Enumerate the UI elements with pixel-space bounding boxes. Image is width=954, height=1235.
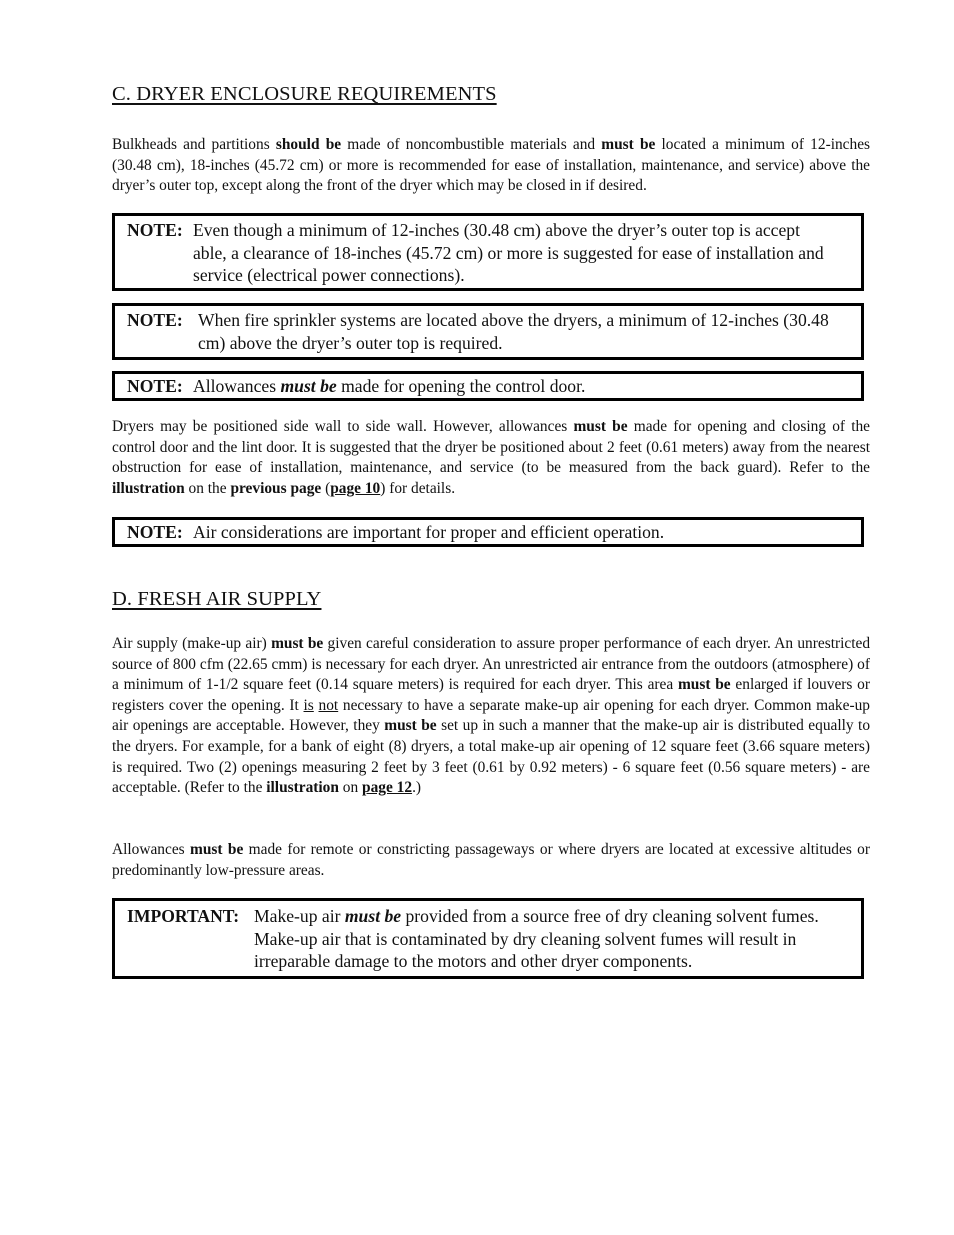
text-run: ( <box>321 479 331 497</box>
emphasis-previous-page: previous page <box>230 479 322 497</box>
emphasis-must-be: must be <box>344 906 402 926</box>
text-run: made for remote or constricting passageways or where dryers are located at excessive altitudes or predominantly low-pressure areas. <box>112 841 870 879</box>
text-run: made of noncombustible materials and <box>341 136 602 153</box>
emphasis-should-be: should be <box>275 136 342 153</box>
text-run: located a minimum of 12-inches (30.48 cm), 18-inches (45.72 cm) or more is recommended for ease of installation, maintenance, and service) above the dryer’s outer top, except along the front of the dryer which may be closed in if desired. <box>112 136 871 195</box>
note-text: Air considerations are important for proper and efficient operation. <box>193 522 665 542</box>
important-box-fumes <box>112 898 864 979</box>
important-text <box>254 905 847 973</box>
note-label: NOTE: <box>127 310 183 330</box>
emphasis-must-be: must be <box>280 376 337 396</box>
text-run: made for opening the control door. <box>336 376 586 396</box>
text-run: necessary to have a separate make-up air opening for each dryer. Common make-up air openings are acceptable. However, they <box>112 696 870 735</box>
text-run: Allowances <box>112 841 191 858</box>
text-run: on the <box>184 479 231 497</box>
note-box-sprinkler <box>112 303 864 360</box>
section-c-paragraph-1 <box>112 135 870 197</box>
emphasis-must-be: must be <box>271 635 324 652</box>
text-run: Make-up air <box>254 906 345 926</box>
note-box-clearance <box>112 213 864 291</box>
important-label: IMPORTANT: <box>127 906 240 926</box>
text-run: Allowances <box>193 376 281 396</box>
section-c-paragraph-2 <box>112 417 870 499</box>
emphasis-must-be: must be <box>190 841 244 858</box>
text-run: Bulkheads and partitions <box>112 136 276 153</box>
note-label: NOTE: <box>127 522 183 542</box>
text-run: enlarged if louvers or registers cover the opening. It <box>112 676 871 714</box>
emphasis-illustration: illustration <box>112 479 185 497</box>
text-run: given careful consideration to assure proper performance of each dryer. An unrestricted source of 800 cfm (22.65 cmm) is necessary for each dryer. An unrestricted air entrance from the outdoors (atmosphere) of a minimum of 1-1/2 square feet (0.14 square meters) is required for each dryer. This area <box>112 635 871 694</box>
emphasis-must-be: must be <box>573 418 628 435</box>
text-run: .) <box>412 779 422 797</box>
emphasis-must-be: must be <box>601 136 656 153</box>
section-d-paragraph-2 <box>112 840 870 881</box>
text-run: set up in such a manner that the make-up air is distributed equally to the dryers. For example, for a bank of eight (8) dryers, a total make-up air opening of 12 square feet (3.66 square meters) is required. Two (2) openings measuring 2 feet by 3 feet (0.61 by 0.92 meters) - 6 square feet (0.56 square meters) - are acceptable. (Refer to the <box>112 717 871 797</box>
text-run: ) for details. <box>380 479 456 497</box>
section-c-heading: C. DRYER ENCLOSURE REQUIREMENTS <box>112 83 497 105</box>
emphasis-must-be: must be <box>384 717 437 735</box>
note-box-air <box>112 517 864 547</box>
text-run: made for opening and closing of the control door and the lint door. It is suggested that the dryer be positioned about 2 feet (0.61 meters) away from the nearest obstruction for ease of installation, maintenance, and service (to be measured from the back guard). Refer to the <box>112 418 870 477</box>
note-label: NOTE: <box>127 376 183 396</box>
emphasis-must-be: must be <box>677 676 731 694</box>
note-text: Even though a minimum of 12-inches (30.48 cm) above the dryer’s outer top is accept able, a clearance of 18-inches (45.72 cm) or more is suggested for ease of installation and service (electrical power connections). <box>193 220 824 285</box>
note-label: NOTE: <box>127 220 183 240</box>
text-run: provided from a source free of dry cleaning solvent fumes. Make-up air that is contaminated by dry cleaning solvent fumes will result in irreparable damage to the motors and other dryer components. <box>254 906 819 971</box>
note-text: When fire sprinkler systems are located above the dryers, a minimum of 12-inches (30.48 cm) above the dryer’s outer top is required. <box>198 310 829 353</box>
emphasis-illustration: illustration <box>266 779 339 797</box>
section-d-heading: D. FRESH AIR SUPPLY <box>112 588 322 610</box>
note-text <box>193 375 841 398</box>
text-run: Dryers may be positioned side wall to side wall. However, allowances <box>112 418 574 435</box>
page-reference-link[interactable]: page 10 <box>330 479 381 497</box>
text-run: Air supply (make-up air) <box>112 635 272 652</box>
emphasis-is: is <box>303 696 314 714</box>
text-run: on <box>338 779 363 797</box>
note-box-control-door <box>112 371 864 401</box>
section-d-paragraph-1 <box>112 634 870 799</box>
emphasis-not: not <box>318 696 339 714</box>
page-reference-link[interactable]: page 12 <box>362 779 413 797</box>
